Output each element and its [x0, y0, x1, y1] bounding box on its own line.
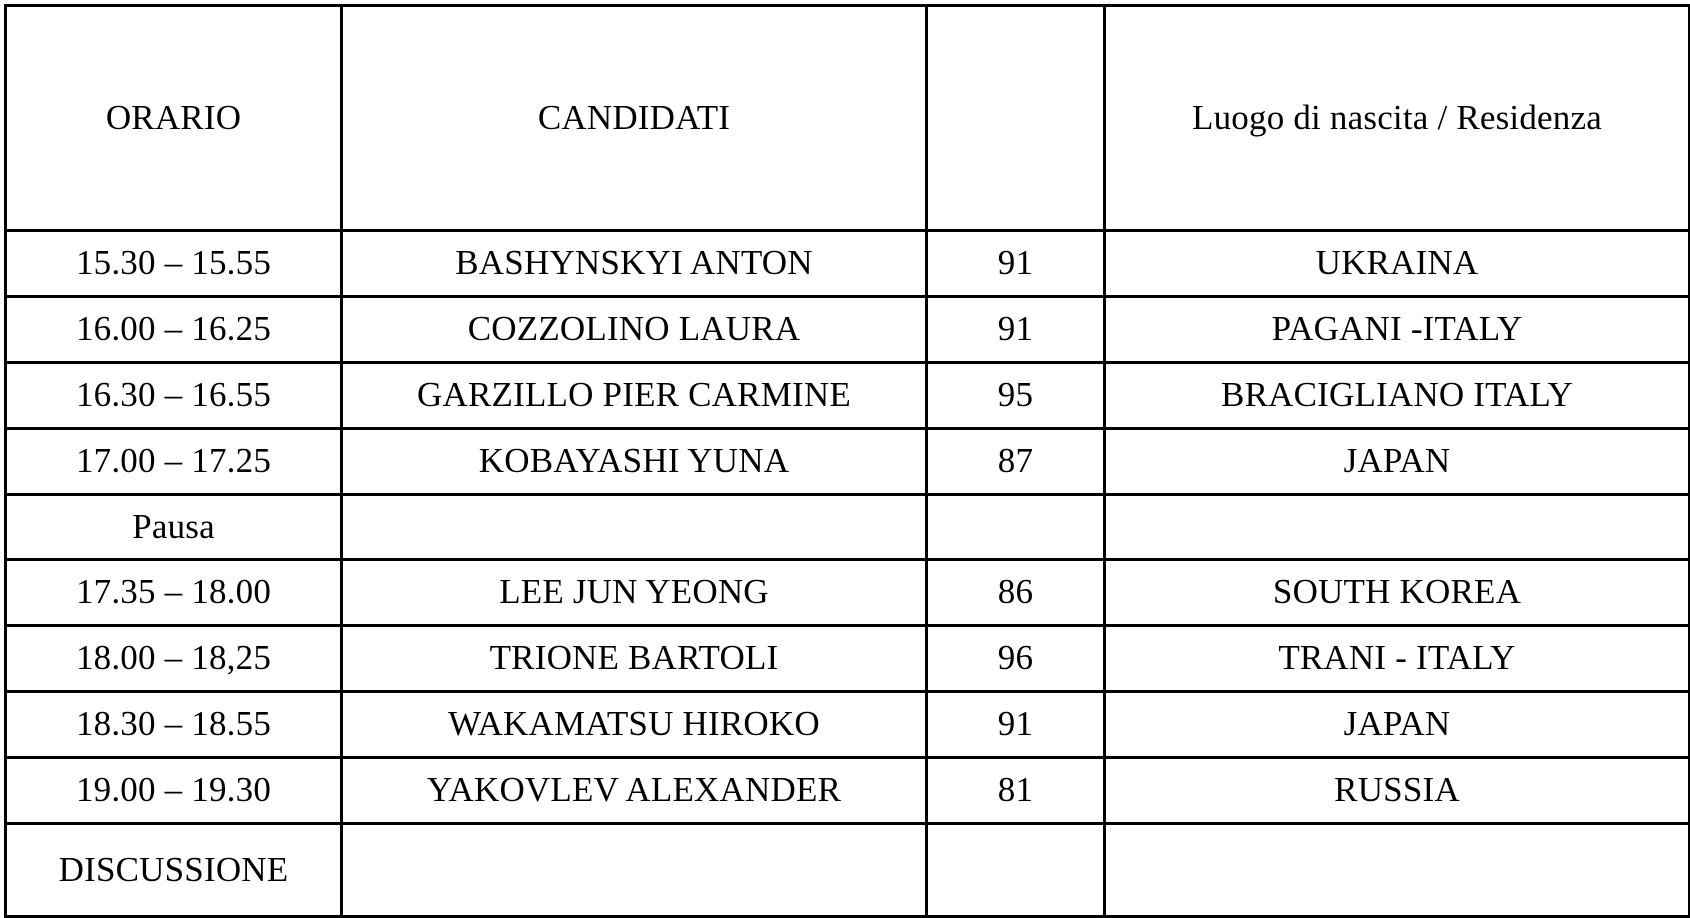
table-row — [6, 692, 1690, 758]
cell-candidato: WAKAMATSU HIROKO — [342, 692, 927, 758]
cell-candidato: GARZILLO PIER CARMINE — [342, 363, 927, 429]
cell-luogo: PAGANI -ITALY — [1105, 297, 1690, 363]
cell-orario: 16.30 – 16.55 — [6, 363, 342, 429]
table-header-row — [6, 6, 1690, 231]
table-body — [6, 231, 1690, 917]
cell-orario: 19.00 – 19.30 — [6, 758, 342, 824]
cell-numero: 81 — [927, 758, 1105, 824]
header-candidati: CANDIDATI — [342, 6, 927, 231]
cell-numero: 91 — [927, 692, 1105, 758]
table-row — [6, 297, 1690, 363]
cell-candidato: LEE JUN YEONG — [342, 560, 927, 626]
schedule-table — [4, 4, 1690, 918]
cell-numero: 86 — [927, 560, 1105, 626]
cell-luogo — [1105, 824, 1690, 917]
cell-orario: 18.30 – 18.55 — [6, 692, 342, 758]
cell-orario: 18.00 – 18,25 — [6, 626, 342, 692]
cell-numero: 95 — [927, 363, 1105, 429]
header-luogo-di-nascita: Luogo di nascita / Residenza — [1105, 6, 1690, 231]
table-row-discussione — [6, 824, 1690, 917]
cell-luogo: RUSSIA — [1105, 758, 1690, 824]
table-row — [6, 560, 1690, 626]
cell-numero — [927, 824, 1105, 917]
header-orario: ORARIO — [6, 6, 342, 231]
table-row — [6, 758, 1690, 824]
cell-luogo: JAPAN — [1105, 692, 1690, 758]
table-header — [6, 6, 1690, 231]
header-numero — [927, 6, 1105, 231]
cell-orario: 15.30 – 15.55 — [6, 231, 342, 297]
cell-luogo: SOUTH KOREA — [1105, 560, 1690, 626]
cell-candidato: YAKOVLEV ALEXANDER — [342, 758, 927, 824]
cell-candidato — [342, 824, 927, 917]
cell-luogo: TRANI - ITALY — [1105, 626, 1690, 692]
cell-candidato: KOBAYASHI YUNA — [342, 429, 927, 495]
table-row-pausa — [6, 495, 1690, 560]
cell-candidato: COZZOLINO LAURA — [342, 297, 927, 363]
cell-candidato — [342, 495, 927, 560]
cell-candidato: TRIONE BARTOLI — [342, 626, 927, 692]
table-row — [6, 429, 1690, 495]
cell-numero: 91 — [927, 297, 1105, 363]
cell-pausa: Pausa — [6, 495, 342, 560]
cell-luogo — [1105, 495, 1690, 560]
cell-orario: 16.00 – 16.25 — [6, 297, 342, 363]
cell-discussione: DISCUSSIONE — [6, 824, 342, 917]
cell-numero: 91 — [927, 231, 1105, 297]
cell-numero — [927, 495, 1105, 560]
cell-candidato: BASHYNSKYI ANTON — [342, 231, 927, 297]
cell-numero: 87 — [927, 429, 1105, 495]
cell-numero: 96 — [927, 626, 1105, 692]
cell-orario: 17.00 – 17.25 — [6, 429, 342, 495]
cell-luogo: UKRAINA — [1105, 231, 1690, 297]
table-row — [6, 231, 1690, 297]
table-row — [6, 626, 1690, 692]
cell-luogo: BRACIGLIANO ITALY — [1105, 363, 1690, 429]
table-row — [6, 363, 1690, 429]
cell-orario: 17.35 – 18.00 — [6, 560, 342, 626]
cell-luogo: JAPAN — [1105, 429, 1690, 495]
